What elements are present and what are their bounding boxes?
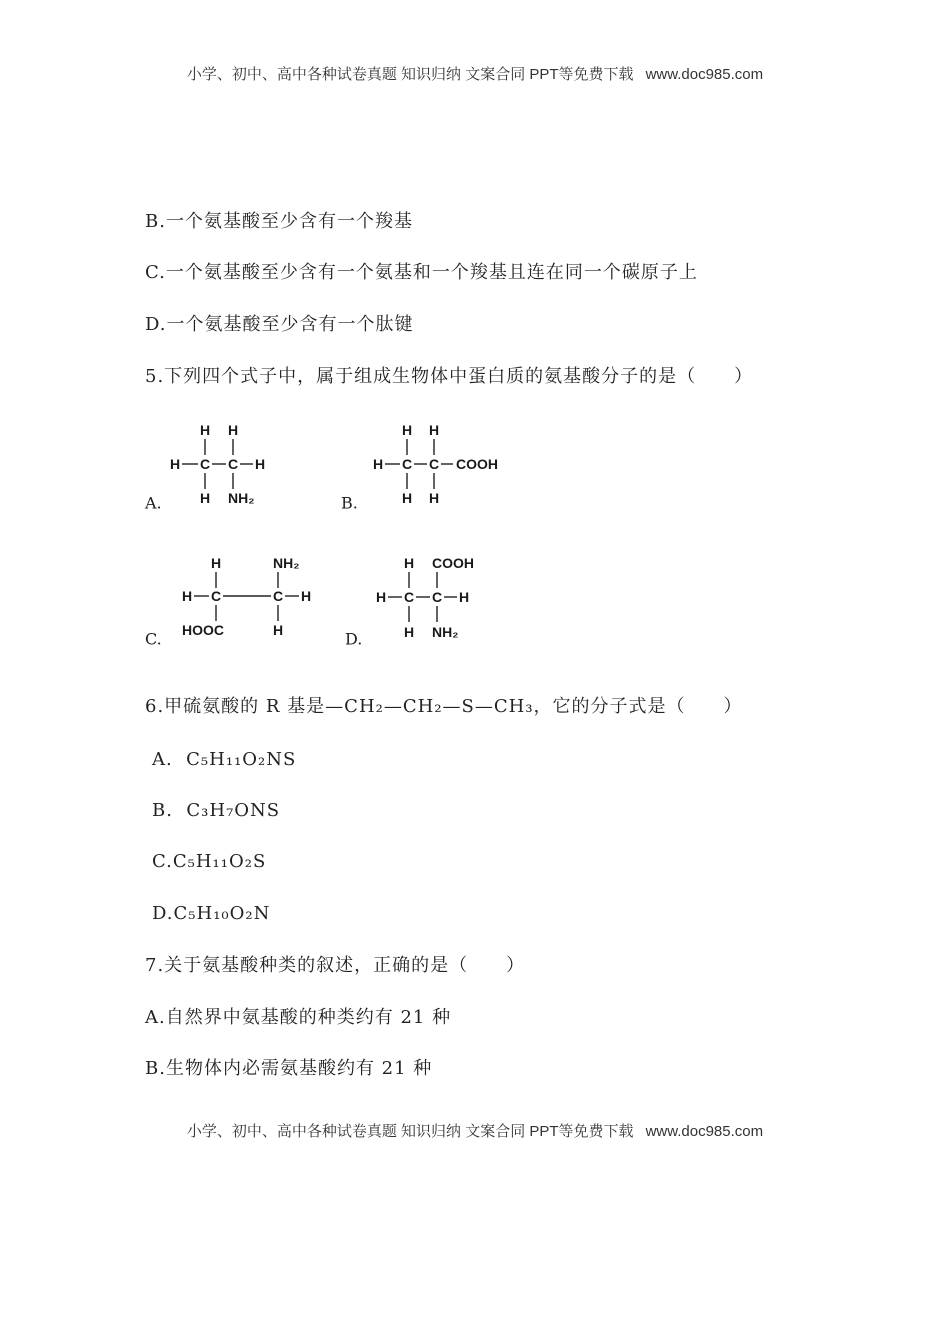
page-footer bbox=[0, 1122, 950, 1142]
q4-option-c: C.一个氨基酸至少含有一个氨基和一个羧基且连在同一个碳原子上 bbox=[145, 262, 698, 283]
atom-right: H bbox=[458, 589, 470, 605]
atom-bottom-2: NH₂ bbox=[432, 624, 459, 640]
atom-carbon-1: C bbox=[401, 456, 413, 472]
footer-text: 小学、初中、高中各种试卷真题 知识归纳 文案合同 PPT等免费下载 bbox=[186, 1123, 634, 1140]
atom-top-1: H bbox=[210, 555, 222, 571]
q6-stem: 6.甲硫氨酸的 R 基是—CH₂—CH₂—S—CH₃，它的分子式是（ ） bbox=[145, 696, 743, 717]
option-c-label: C. bbox=[145, 629, 162, 649]
atom-right: H bbox=[300, 588, 312, 604]
atom-carbon-2: C bbox=[227, 456, 239, 472]
atom-top-2: H bbox=[227, 422, 239, 438]
q7-option-b: B.生物体内必需氨基酸约有 21 种 bbox=[145, 1058, 433, 1079]
q6-option-a: A. C₅H₁₁O₂NS bbox=[152, 749, 297, 770]
option-d-label: D. bbox=[345, 629, 363, 649]
structure-a bbox=[144, 422, 265, 513]
q5-structural-formulas bbox=[140, 410, 520, 655]
atom-bottom-1: H bbox=[403, 624, 415, 640]
option-a-label: A. bbox=[145, 493, 162, 513]
atom-bottom-1: HOOC bbox=[182, 622, 224, 638]
q7-option-a: A.自然界中氨基酸的种类约有 21 种 bbox=[145, 1007, 452, 1028]
q6-option-b: B. C₃H₇ONS bbox=[152, 800, 281, 821]
atom-carbon-1: C bbox=[210, 588, 222, 604]
atom-carbon-1: C bbox=[403, 589, 415, 605]
page-header bbox=[0, 65, 950, 85]
q4-option-b: B.一个氨基酸至少含有一个羧基 bbox=[145, 211, 413, 232]
atom-top-2: H bbox=[428, 422, 440, 438]
atom-left: H bbox=[375, 589, 387, 605]
atom-right: COOH bbox=[456, 456, 498, 472]
atom-top-2: COOH bbox=[432, 555, 474, 571]
header-url: www.doc985.com bbox=[645, 66, 764, 83]
q6-option-d: D.C₅H₁₀O₂N bbox=[152, 903, 271, 924]
option-b-label: B. bbox=[341, 493, 358, 513]
atom-bottom-1: H bbox=[199, 490, 211, 506]
atom-right: H bbox=[254, 456, 266, 472]
atom-carbon-2: C bbox=[431, 589, 443, 605]
q7-stem: 7.关于氨基酸种类的叙述，正确的是（ ） bbox=[145, 955, 526, 976]
atom-top-2: NH₂ bbox=[273, 555, 300, 571]
structure-c bbox=[145, 555, 311, 649]
atom-top-1: H bbox=[403, 555, 415, 571]
q5-stem: 5.下列四个式子中，属于组成生物体中蛋白质的氨基酸分子的是（ ） bbox=[145, 366, 754, 387]
header-text: 小学、初中、高中各种试卷真题 知识归纳 文案合同 PPT等免费下载 bbox=[186, 66, 634, 83]
atom-bottom-2: H bbox=[272, 622, 284, 638]
atom-bottom-2: H bbox=[428, 490, 440, 506]
structure-d bbox=[345, 555, 474, 649]
q6-option-c: C.C₅H₁₁O₂S bbox=[152, 851, 267, 872]
atom-left: H bbox=[169, 456, 181, 472]
atom-carbon-2: C bbox=[272, 588, 284, 604]
footer-url: www.doc985.com bbox=[645, 1123, 764, 1140]
atom-top-1: H bbox=[401, 422, 413, 438]
structure-b bbox=[341, 422, 498, 513]
atom-left: H bbox=[372, 456, 384, 472]
atom-carbon-1: C bbox=[199, 456, 211, 472]
atom-carbon-2: C bbox=[428, 456, 440, 472]
atom-left: H bbox=[181, 588, 193, 604]
atom-top-1: H bbox=[199, 422, 211, 438]
atom-bottom-2: NH₂ bbox=[228, 490, 255, 506]
q4-option-d: D.一个氨基酸至少含有一个肽键 bbox=[145, 314, 414, 335]
atom-bottom-1: H bbox=[401, 490, 413, 506]
